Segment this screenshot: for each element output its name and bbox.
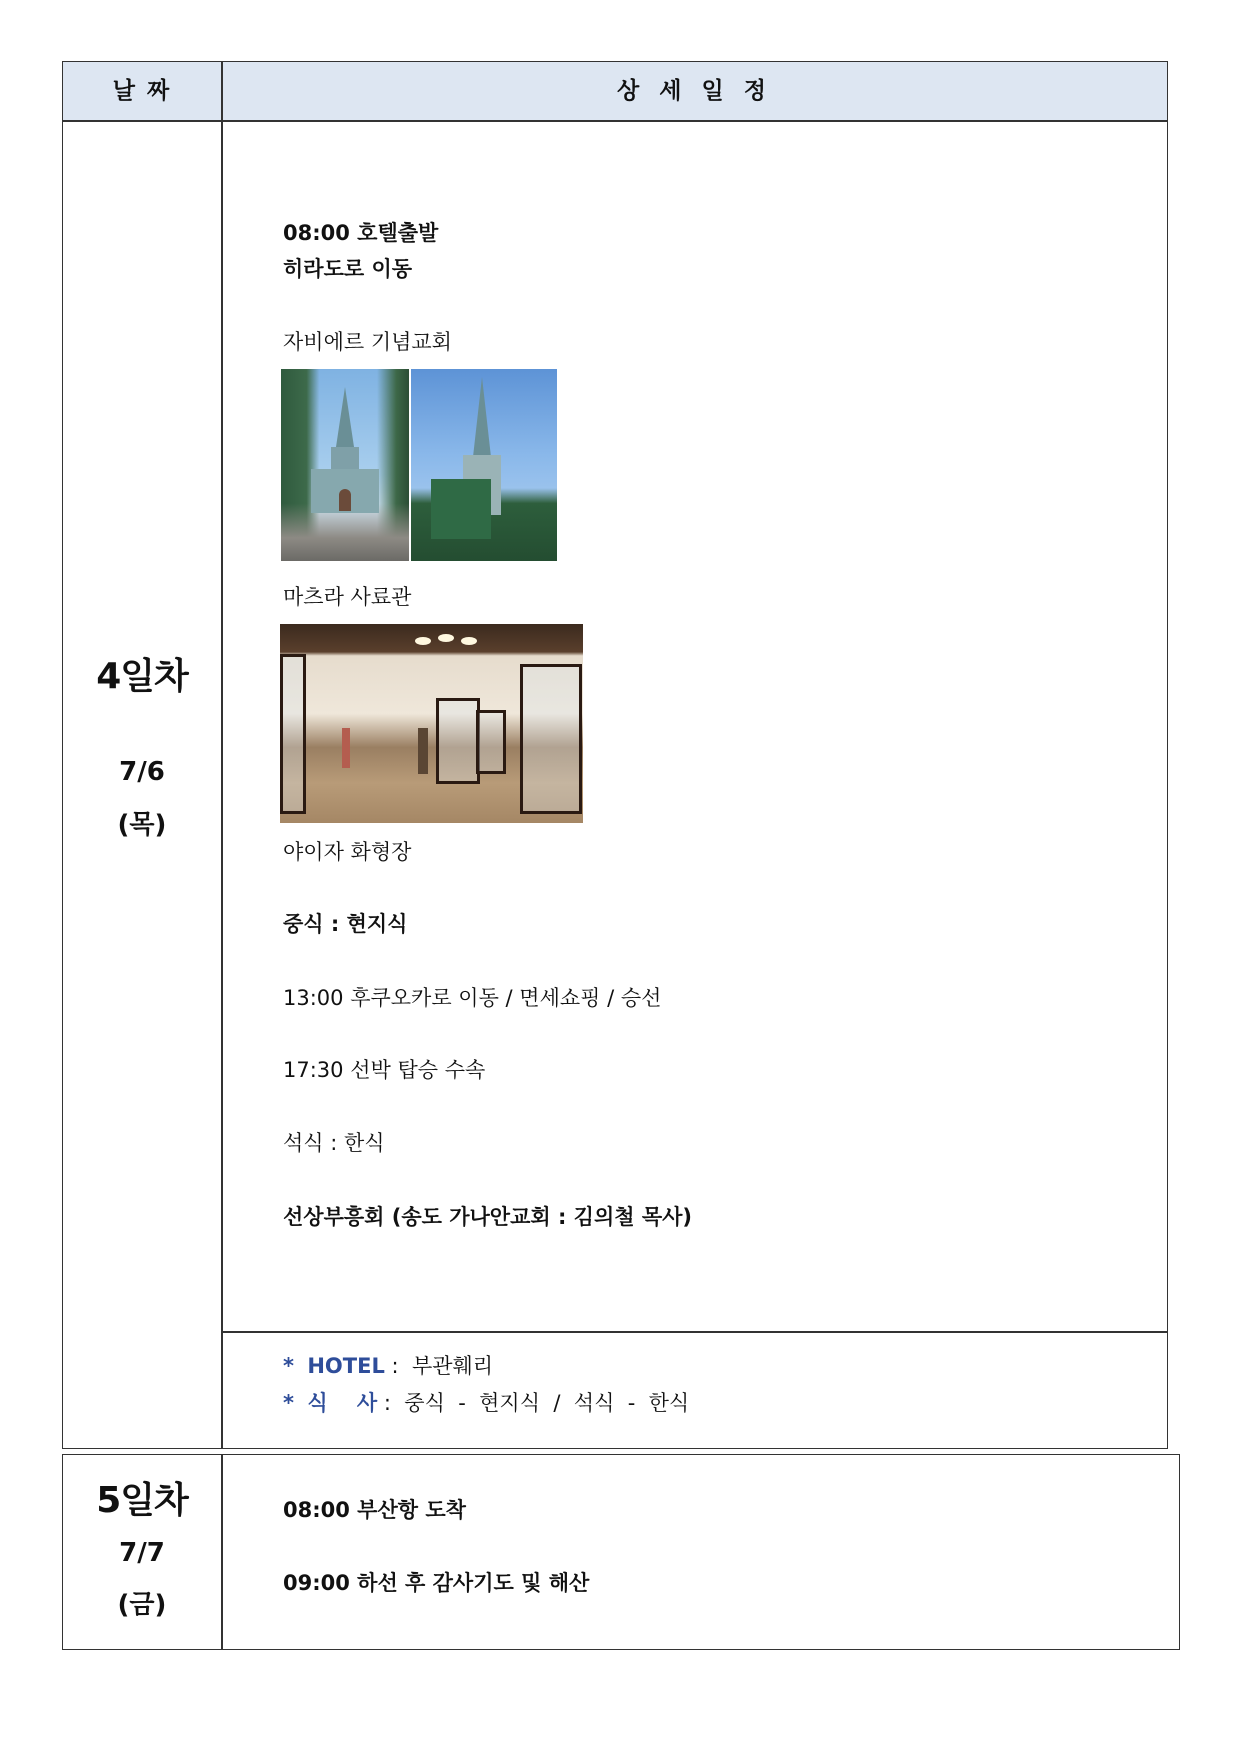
meal-key: 식 사 bbox=[307, 1391, 378, 1415]
meal-separator: : bbox=[383, 1391, 391, 1415]
hotel-note bbox=[283, 1353, 493, 1379]
day5-item-disembark: 09:00 하선 후 감사기도 및 해산 bbox=[283, 1571, 590, 1595]
xavier-church-photo-front bbox=[281, 369, 409, 561]
day4-item-revival-meeting: 선상부흥회 (송도 가나안교회 : 김의철 목사) bbox=[283, 1205, 693, 1229]
day4-label: 4일차 bbox=[96, 656, 188, 697]
day4-item-departure: 08:00 호텔출발 bbox=[283, 221, 439, 245]
meal-value: 중식 - 현지식 / 석식 - 한식 bbox=[404, 1391, 690, 1415]
day5-label: 5일차 bbox=[96, 1480, 188, 1521]
matsura-museum-photo bbox=[280, 624, 583, 823]
xavier-church-photo-side bbox=[411, 369, 557, 561]
day4-item-move-hirado: 히라도로 이동 bbox=[283, 257, 413, 281]
schedule-table-day4 bbox=[62, 61, 1168, 1449]
column-divider-day5 bbox=[221, 1454, 223, 1650]
day4-date: 7/6 bbox=[119, 757, 165, 787]
day4-item-dinner: 석식 : 한식 bbox=[283, 1131, 385, 1155]
day4-item-lunch: 중식 : 현지식 bbox=[283, 912, 408, 936]
day4-item-boarding: 17:30 선박 탑승 수속 bbox=[283, 1058, 486, 1082]
day5-weekday: (금) bbox=[117, 1590, 167, 1620]
schedule-table-day5 bbox=[62, 1454, 1180, 1650]
day4-weekday: (목) bbox=[117, 810, 167, 840]
header-bottom-rule bbox=[62, 120, 1168, 122]
day4-item-yaiza-execution-site: 야이자 화형장 bbox=[283, 840, 412, 864]
day4-item-fukuoka: 13:00 후쿠오카로 이동 / 면세쇼핑 / 승선 bbox=[283, 986, 662, 1010]
header-date-label: 날 짜 bbox=[112, 78, 172, 104]
day5-item-arrival: 08:00 부산항 도착 bbox=[283, 1498, 466, 1522]
column-divider bbox=[221, 61, 223, 1449]
hotel-key: HOTEL bbox=[307, 1354, 385, 1378]
day4-item-xavier-church: 자비에르 기념교회 bbox=[283, 330, 452, 354]
notes-top-rule bbox=[222, 1331, 1168, 1333]
hotel-separator: : bbox=[391, 1354, 399, 1378]
note-bullet: * bbox=[283, 1391, 294, 1415]
day5-date: 7/7 bbox=[119, 1538, 165, 1568]
meal-note bbox=[283, 1390, 689, 1416]
header-detail-label: 상 세 일 정 bbox=[617, 78, 772, 104]
day4-item-matsura-museum: 마츠라 사료관 bbox=[283, 585, 412, 609]
note-bullet: * bbox=[283, 1354, 294, 1378]
hotel-value: 부관훼리 bbox=[411, 1354, 494, 1378]
